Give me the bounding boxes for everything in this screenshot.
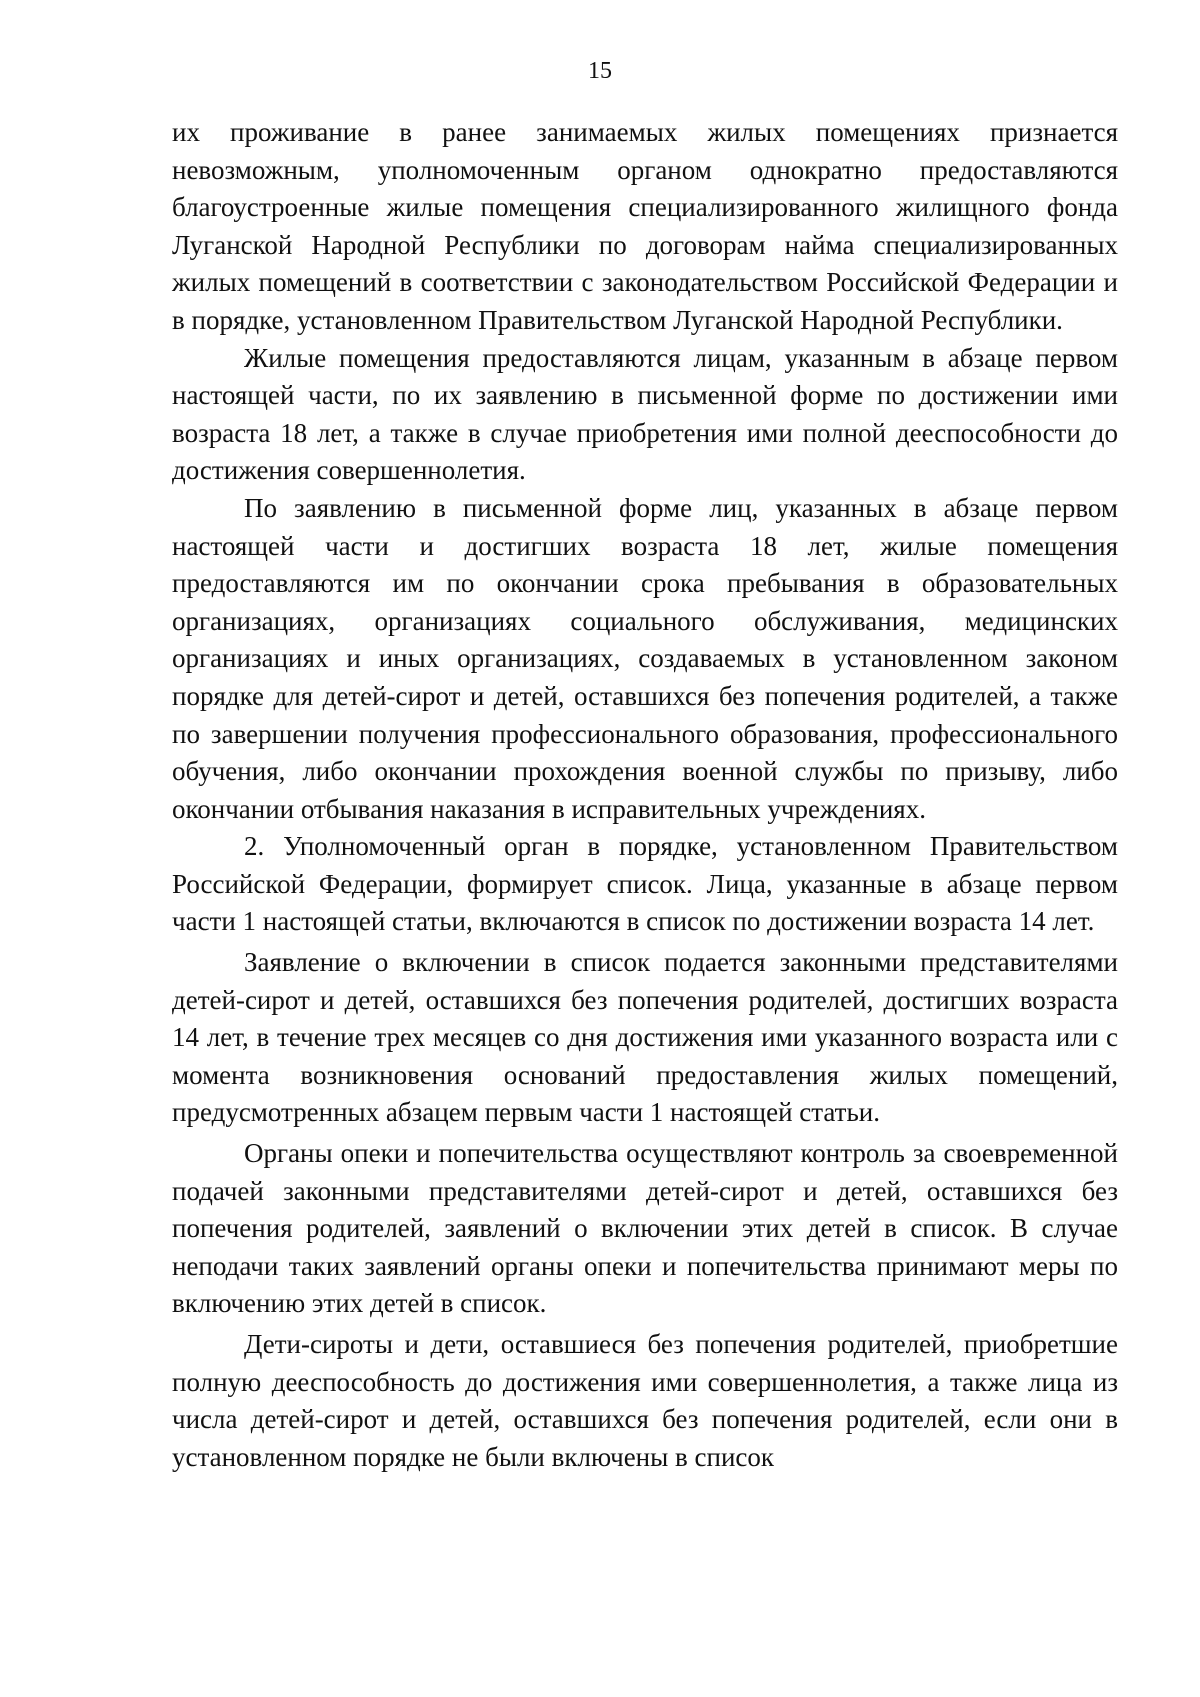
paragraph-continuation: их проживание в ранее занимаемых жилых помещениях признается невозможным, уполномоченным органом однократно предоставляются благоустроенные жилые помещения специализированного жилищного фонда Луганской Народной Республики по договорам найма специализированных жилых помещений в соответствии с законодательством Российской Федерации и в порядке, установленном Правительством Луганской Народной Республики.: [172, 117, 1118, 335]
paragraph-clause-2: 2. Уполномоченный орган в порядке, установленном Правительством Российской Федерации, формирует список. Лица, указанные в абзаце первом части 1 настоящей статьи, включаются в список по достижении возраста 14 лет.: [172, 831, 1118, 937]
paragraph-guardianship-control: Органы опеки и попечительства осуществляют контроль за своевременной подачей законными представителями детей-сирот и детей, оставшихся без попечения родителей, заявлений о включении этих детей в список. В случае неподачи таких заявлений органы опеки и попечительства принимают меры по включению этих детей в список.: [172, 1138, 1118, 1319]
paragraph-orphans-full-capacity: Дети-сироты и дети, оставшиеся без попечения родителей, приобретшие полную дееспособность до достижения ими совершеннолетия, а также лица из числа детей-сирот и детей, оставшихся без попечения родителей, если они в установленном порядке не были включены в список: [172, 1329, 1118, 1472]
paragraph-inclusion-application: Заявление о включении в список подается законными представителями детей-сирот и детей, оставшихся без попечения родителей, достигших возраста 14 лет, в течение трех месяцев со дня достижения ими указанного возраста или с момента возникновения оснований предоставления жилых помещений, предусмотренных абзацем первым части 1 настоящей статьи.: [172, 947, 1118, 1128]
paragraph-housing-provision: Жилые помещения предоставляются лицам, указанным в абзаце первом настоящей части, по их заявлению в письменной форме по достижении ими возраста 18 лет, а также в случае приобретения ими полной дееспособности до достижения совершеннолетия.: [172, 342, 1118, 486]
paragraph-application-after-18: По заявлению в письменной форме лиц, указанных в абзаце первом настоящей части и достигших возраста 18 лет, жилые помещения предоставляются им по окончании срока пребывания в образовательных организациях, организациях социального обслуживания, медицинских организациях и иных организациях, создаваемых в установленном законом порядке для детей-сирот и детей, оставшихся без попечения родителей, а также по завершении получения профессионального образования, профессионального обучения, либо окончании прохождения военной службы по призыву, либо окончании отбывания наказания в исправительных учреждениях.: [172, 492, 1118, 824]
document-body: [172, 114, 1118, 1476]
page-number: 15: [588, 58, 612, 84]
